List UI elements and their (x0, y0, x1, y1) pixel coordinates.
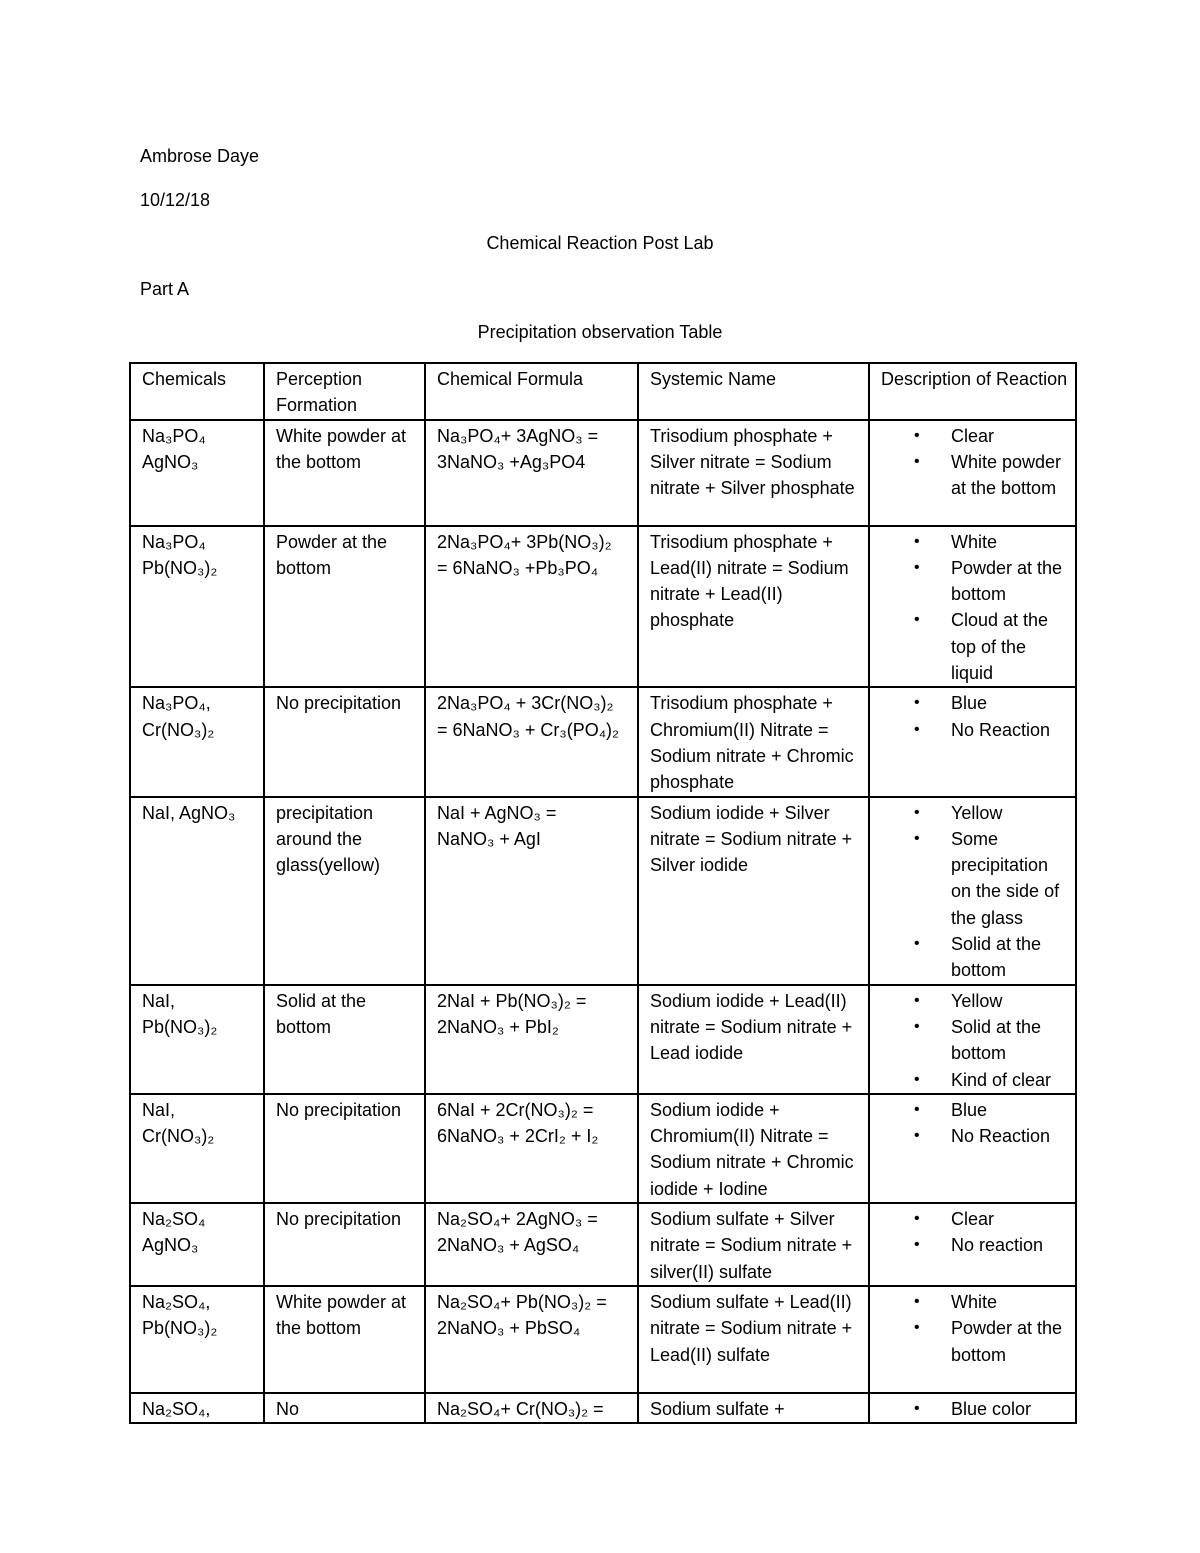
perception-cell: precipitation around the glass(yellow) (264, 797, 425, 985)
formula-line: 2NaNO₃ + PbSO₄ (437, 1318, 581, 1339)
chemical-name: Na₃PO₄ (142, 425, 206, 446)
description-list (870, 423, 1071, 502)
description-item (870, 800, 1071, 826)
chemical-name: Na₂SO₄ (142, 1209, 206, 1230)
chemical-name: NaI, AgNO₃ (142, 802, 236, 823)
description-item (870, 717, 1071, 743)
description-list (870, 1097, 1071, 1150)
description-item (870, 529, 1071, 555)
description-text: Clear (951, 425, 995, 446)
chemical-name: Pb(NO₃)₂ (142, 1318, 218, 1339)
description-list (870, 800, 1071, 984)
bullet-icon: • (914, 1017, 920, 1035)
perception-cell: Powder at the bottom (264, 526, 425, 688)
chemicals-cell (130, 1203, 264, 1286)
chemical-name: Pb(NO₃)₂ (142, 557, 218, 578)
header-description: Description of Reaction (869, 363, 1076, 420)
description-text: Some precipitation on the side of the glass (951, 828, 1060, 928)
chemical-name: Na₂SO₄, (142, 1291, 211, 1312)
formula-cell (425, 1286, 638, 1393)
formula-cell (425, 797, 638, 985)
perception-cell: Solid at the bottom (264, 985, 425, 1094)
chemical-name: NaI, (142, 990, 176, 1011)
document-title: Chemical Reaction Post Lab (486, 233, 714, 253)
systemic-name-cell: Sodium iodide + Lead(II) nitrate = Sodium nitrate + Lead iodide (638, 985, 869, 1094)
description-item (870, 555, 1071, 608)
description-text: Blue (951, 693, 988, 714)
description-list (870, 988, 1071, 1093)
description-item (870, 1289, 1071, 1315)
formula-line: Na₂SO₄+ 2AgNO₃ = (437, 1209, 598, 1230)
description-cell (869, 1393, 1076, 1423)
bullet-icon: • (914, 991, 920, 1009)
systemic-name-cell: Sodium sulfate + Lead(II) nitrate = Sodium nitrate + Lead(II) sulfate (638, 1286, 869, 1393)
table-row (130, 985, 1076, 1094)
description-text: Kind of clear (951, 1069, 1052, 1090)
chemicals-cell (130, 687, 264, 796)
formula-line: = 6NaNO₃ + Cr₃(PO₄)₂ (437, 719, 620, 740)
header-formula: Chemical Formula (425, 363, 638, 420)
description-text: No reaction (951, 1235, 1044, 1256)
description-item (870, 1123, 1071, 1149)
formula-line: = 6NaNO₃ +Pb₃PO₄ (437, 557, 599, 578)
formula-line: 2Na₃PO₄+ 3Pb(NO₃)₂ (437, 531, 612, 552)
perception-cell: White powder at the bottom (264, 420, 425, 526)
chemicals-cell (130, 797, 264, 985)
table-row (130, 687, 1076, 796)
bullet-icon: • (914, 1070, 920, 1088)
table-row (130, 1286, 1076, 1393)
description-item (870, 607, 1071, 686)
chemical-name: Na₃PO₄ (142, 531, 206, 552)
table-header-row (130, 363, 1076, 420)
formula-line: 6NaNO₃ + 2CrI₂ + I₂ (437, 1126, 599, 1147)
table-row (130, 1393, 1076, 1423)
table-title: Precipitation observation Table (477, 322, 723, 342)
table-row (130, 1094, 1076, 1203)
description-text: Blue color (951, 1398, 1032, 1419)
perception-cell: No precipitation (264, 1094, 425, 1203)
formula-line: Na₂SO₄+ Pb(NO₃)₂ = (437, 1291, 607, 1312)
table-row (130, 420, 1076, 526)
description-text: Solid at the bottom (951, 934, 1042, 981)
bullet-icon: • (914, 1399, 920, 1417)
description-list (870, 1289, 1071, 1368)
formula-cell (425, 420, 638, 526)
bullet-icon: • (914, 803, 920, 821)
chemical-name: AgNO₃ (142, 1235, 199, 1256)
description-text: Clear (951, 1209, 995, 1230)
description-item (870, 1206, 1071, 1232)
formula-line: NaI + AgNO₃ = (437, 802, 557, 823)
chemicals-cell (130, 1286, 264, 1393)
description-cell (869, 797, 1076, 985)
systemic-name-cell: Trisodium phosphate + Silver nitrate = Sodium nitrate + Silver phosphate (638, 420, 869, 526)
chemical-name: Na₃PO₄, (142, 693, 211, 714)
chemical-name: Pb(NO₃)₂ (142, 1016, 218, 1037)
formula-cell (425, 1094, 638, 1203)
description-text: Solid at the bottom (951, 1016, 1042, 1064)
perception-cell: White powder at the bottom (264, 1286, 425, 1393)
description-text: Powder at the bottom (951, 557, 1063, 605)
description-text: No Reaction (951, 719, 1051, 740)
chemicals-cell (130, 526, 264, 688)
formula-line: Na₂SO₄+ Cr(NO₃)₂ = (437, 1398, 604, 1419)
description-list (870, 529, 1071, 687)
table-row (130, 1203, 1076, 1286)
table-row (130, 526, 1076, 688)
description-item (870, 1232, 1071, 1258)
description-text: White (951, 1291, 998, 1312)
document-date: 10/12/18 (140, 190, 211, 210)
description-item (870, 826, 1071, 931)
chemicals-cell (130, 985, 264, 1094)
description-text: Cloud at the top of the liquid (951, 610, 1049, 684)
description-text: White powder at the bottom (951, 451, 1062, 499)
bullet-icon: • (914, 1210, 920, 1228)
systemic-name-cell: Sodium iodide + Chromium(II) Nitrate = Sodium nitrate + Chromic iodide + Iodine (638, 1094, 869, 1203)
bullet-icon: • (914, 426, 920, 444)
description-text: Yellow (951, 990, 1003, 1011)
description-text: Powder at the bottom (951, 1318, 1063, 1365)
description-item (870, 690, 1071, 716)
header-systemic: Systemic Name (638, 363, 869, 420)
description-list (870, 1206, 1071, 1259)
bullet-icon: • (914, 935, 920, 953)
description-item (870, 1067, 1071, 1093)
bullet-icon: • (914, 829, 920, 847)
description-item (870, 1396, 1071, 1422)
description-cell (869, 985, 1076, 1094)
chemicals-cell (130, 420, 264, 526)
chemical-name: Cr(NO₃)₂ (142, 719, 215, 740)
formula-line: 2Na₃PO₄ + 3Cr(NO₃)₂ (437, 693, 614, 714)
description-item (870, 449, 1071, 502)
description-item (870, 423, 1071, 449)
formula-line: 2NaNO₃ + PbI₂ (437, 1016, 559, 1037)
perception-cell: No precipitation (264, 687, 425, 796)
description-cell (869, 526, 1076, 688)
formula-cell (425, 1393, 638, 1423)
part-label: Part A (140, 279, 190, 299)
bullet-icon: • (914, 611, 920, 629)
bullet-icon: • (914, 558, 920, 576)
description-text: Blue (951, 1099, 988, 1120)
perception-cell: No (264, 1393, 425, 1423)
description-text: Yellow (951, 802, 1003, 823)
systemic-name-cell: Trisodium phosphate + Chromium(II) Nitrate = Sodium nitrate + Chromic phosphate (638, 687, 869, 796)
description-item (870, 1014, 1071, 1067)
description-cell (869, 1203, 1076, 1286)
systemic-name-cell: Sodium sulfate + Silver nitrate = Sodium nitrate + silver(II) sulfate (638, 1203, 869, 1286)
formula-cell (425, 1203, 638, 1286)
bullet-icon: • (914, 452, 920, 470)
description-list (870, 690, 1071, 743)
description-cell (869, 687, 1076, 796)
formula-cell (425, 985, 638, 1094)
bullet-icon: • (914, 1319, 920, 1337)
chemical-name: Na₂SO₄, (142, 1398, 211, 1419)
header-chemicals: Chemicals (130, 363, 264, 420)
formula-line: 2NaI + Pb(NO₃)₂ = (437, 990, 587, 1011)
formula-line: 2NaNO₃ + AgSO₄ (437, 1235, 580, 1256)
formula-line: NaNO₃ + AgI (437, 828, 541, 849)
precipitation-observation-table (129, 362, 1077, 1424)
chemical-name: Cr(NO₃)₂ (142, 1126, 215, 1147)
description-cell (869, 420, 1076, 526)
chemicals-cell (130, 1094, 264, 1203)
description-cell (869, 1286, 1076, 1393)
header-perception: Perception Formation (264, 363, 425, 420)
description-item (870, 988, 1071, 1014)
table-row (130, 797, 1076, 985)
author-name: Ambrose Daye (140, 146, 260, 166)
description-item (870, 1315, 1071, 1368)
description-cell (869, 1094, 1076, 1203)
formula-cell (425, 687, 638, 796)
description-item (870, 1097, 1071, 1123)
chemical-name: NaI, (142, 1099, 176, 1120)
formula-line: 6NaI + 2Cr(NO₃)₂ = (437, 1099, 594, 1120)
bullet-icon: • (914, 1292, 920, 1310)
bullet-icon: • (914, 1127, 920, 1145)
description-item (870, 931, 1071, 984)
chemicals-cell (130, 1393, 264, 1423)
description-text: No Reaction (951, 1126, 1051, 1147)
description-list (870, 1396, 1071, 1422)
systemic-name-cell: Sodium sulfate + (638, 1393, 869, 1423)
bullet-icon: • (914, 720, 920, 738)
perception-cell: No precipitation (264, 1203, 425, 1286)
bullet-icon: • (914, 694, 920, 712)
bullet-icon: • (914, 1100, 920, 1118)
bullet-icon: • (914, 1236, 920, 1254)
formula-line: Na₃PO₄+ 3AgNO₃ = (437, 425, 599, 446)
systemic-name-cell: Sodium iodide + Silver nitrate = Sodium nitrate + Silver iodide (638, 797, 869, 985)
description-text: White (951, 531, 998, 552)
formula-line: 3NaNO₃ +Ag₃PO4 (437, 451, 586, 472)
bullet-icon: • (914, 532, 920, 550)
chemical-name: AgNO₃ (142, 451, 199, 472)
formula-cell (425, 526, 638, 688)
systemic-name-cell: Trisodium phosphate + Lead(II) nitrate = Sodium nitrate + Lead(II) phosphate (638, 526, 869, 688)
